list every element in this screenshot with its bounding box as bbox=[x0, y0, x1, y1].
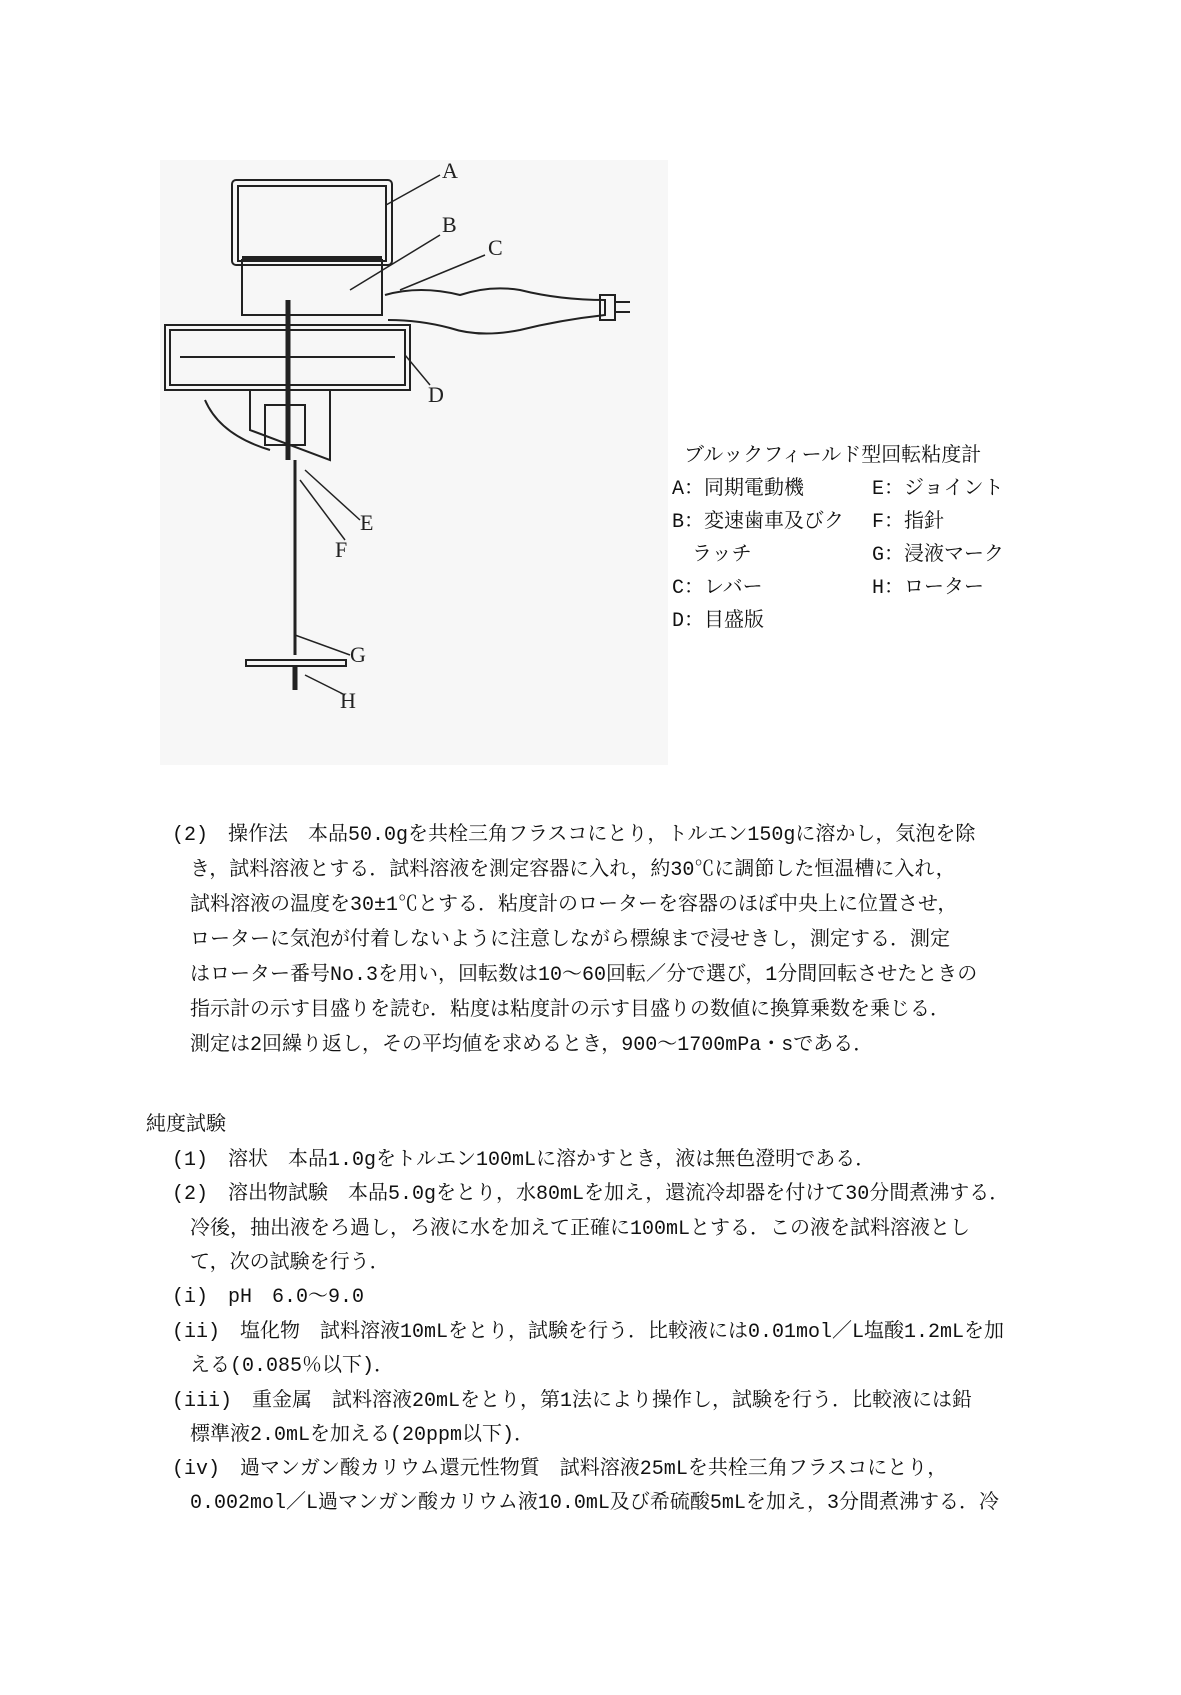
text-line: 測定は2回繰り返し，その平均値を求めるとき，900～1700mPa・sである． bbox=[190, 1034, 874, 1057]
text-line: (iii) 重金属 試料溶液20mLをとり，第1法により操作し，試験を行う．比較液には鉛 bbox=[172, 1390, 973, 1413]
text-line: ローターに気泡が付着しないように注意しながら標線まで浸せきし，測定する．測定 bbox=[190, 929, 950, 952]
legend-item: H：ローター bbox=[872, 577, 985, 600]
legend-row bbox=[672, 506, 1004, 539]
text-line: (i) pH 6.0～9.0 bbox=[172, 1286, 365, 1309]
callout-b: B bbox=[442, 212, 457, 237]
text-line: はローター番号No.3を用い，回転数は10～60回転／分で選び，1分間回転させたときの bbox=[190, 964, 978, 987]
text-line: 試料溶液の温度を30±1℃とする．粘度計のローターを容器のほぼ中央上に位置させ， bbox=[190, 894, 958, 917]
text-line: 指示計の示す目盛りを読む．粘度は粘度計の示す目盛りの数値に換算乗数を乗じる． bbox=[190, 999, 950, 1022]
callout-d: D bbox=[428, 382, 444, 407]
callout-e: E bbox=[360, 510, 374, 535]
text-line: 0.002mol／L過マンガン酸カリウム液10.0mL及び希硫酸5mLを加え，3分間煮沸する．冷 bbox=[190, 1492, 1000, 1515]
legend-item: D：目盛版 bbox=[672, 610, 765, 633]
legend-row bbox=[672, 605, 1004, 638]
legend-row bbox=[672, 539, 1004, 572]
text-line: (iv) 過マンガン酸カリウム還元性物質 試料溶液25mLを共栓三角フラスコにとり， bbox=[172, 1458, 948, 1481]
callout-h: H bbox=[340, 688, 356, 713]
legend-item: F：指針 bbox=[872, 511, 945, 534]
figure-legend bbox=[672, 440, 1004, 638]
legend-item: G：浸液マーク bbox=[872, 544, 1005, 567]
legend-title: ブルックフィールド型回転粘度計 bbox=[684, 445, 982, 468]
text-line: (2) 操作法 本品50.0gを共栓三角フラスコにとり，トルエン150gに溶かし，気泡を除 bbox=[172, 824, 976, 847]
legend-item: ラッチ bbox=[672, 544, 752, 567]
text-line: き，試料溶液とする．試料溶液を測定容器に入れ，約30℃に調節した恒温槽に入れ， bbox=[190, 859, 956, 882]
legend-item: C：レバー bbox=[672, 577, 763, 600]
callout-c: C bbox=[488, 235, 503, 260]
legend-row bbox=[672, 473, 1004, 506]
text-line: (2) 溶出物試験 本品5.0gをとり，水80mLを加え，還流冷却器を付けて30分間煮沸する． bbox=[172, 1183, 1010, 1206]
text-line: える(0.085％以下)． bbox=[190, 1355, 395, 1378]
legend-item: B：変速歯車及びク bbox=[672, 511, 845, 534]
text-line: (ii) 塩化物 試料溶液10mLをとり，試験を行う．比較液には0.01mol／L塩酸1.2mLを加 bbox=[172, 1321, 1005, 1344]
legend-item: E：ジョイント bbox=[872, 478, 1004, 501]
callout-a: A bbox=[442, 160, 458, 183]
legend-row bbox=[672, 572, 1004, 605]
text-line: 冷後，抽出液をろ過し，ろ液に水を加えて正確に100mLとする．この液を試料溶液とし bbox=[190, 1218, 971, 1241]
text-line: 標準液2.0mLを加える(20ppm以下)． bbox=[190, 1424, 535, 1447]
section-heading: 純度試験 bbox=[146, 1114, 226, 1137]
legend-item: A：同期電動機 bbox=[672, 478, 805, 501]
callout-f: F bbox=[335, 537, 348, 562]
viscometer-diagram bbox=[160, 160, 668, 765]
text-line: (1) 溶状 本品1.0gをトルエン100mLに溶かすとき，液は無色澄明である． bbox=[172, 1149, 876, 1172]
viscometer-drawing bbox=[160, 160, 668, 765]
callout-g: G bbox=[350, 642, 366, 667]
text-line: て，次の試験を行う． bbox=[190, 1252, 390, 1275]
